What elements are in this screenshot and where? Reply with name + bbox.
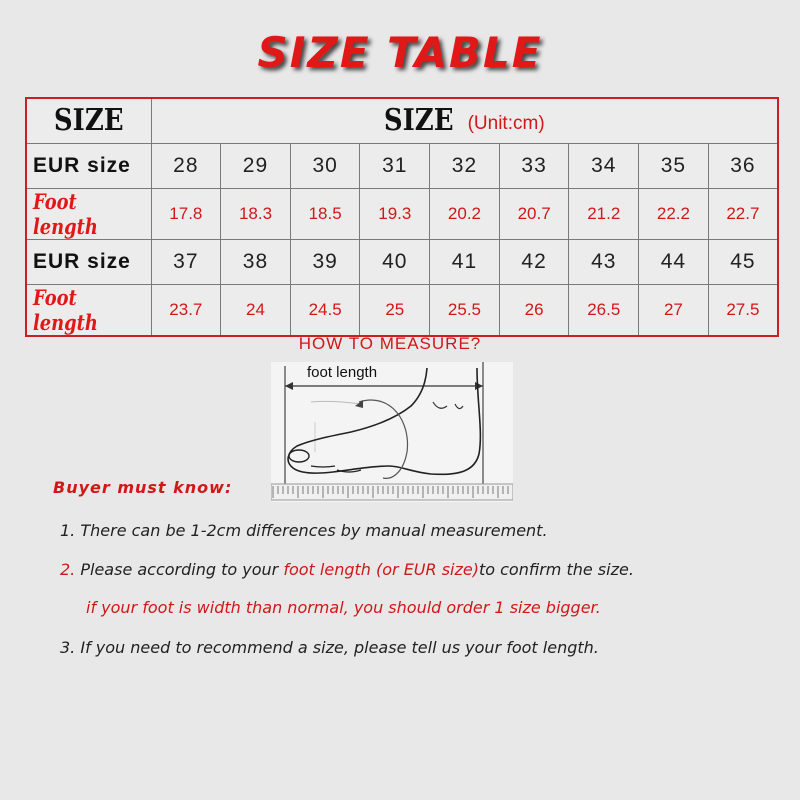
foot-label-cell [26, 189, 151, 240]
foot-value: 25.5 [447, 300, 481, 319]
eur-cell [221, 144, 291, 189]
foot-cell [639, 285, 709, 337]
eur-cell [360, 240, 430, 285]
foot-length-label: Foot length [33, 285, 98, 335]
buyer-must-know-heading: Buyer must know: [53, 478, 233, 497]
header-size-title: SIZE [383, 103, 454, 139]
page-title: SIZE TABLE [257, 28, 543, 77]
eur-value: 45 [730, 250, 756, 273]
foot-value: 22.7 [726, 204, 760, 223]
foot-cell [569, 285, 639, 337]
note-2-text-b: to confirm the size. [478, 560, 634, 579]
note-2-text-a: Please according to your [80, 560, 279, 579]
eur-value: 37 [173, 250, 199, 273]
eur-value: 40 [382, 250, 408, 273]
header-left-cell [26, 98, 151, 144]
eur-cell [221, 240, 291, 285]
eur-cell [360, 144, 430, 189]
foot-cell [290, 189, 360, 240]
header-size-label: SIZE [53, 103, 124, 139]
foot-cell [569, 189, 639, 240]
eur-cell [569, 144, 639, 189]
foot-measure-diagram [271, 362, 513, 502]
eur-value: 30 [312, 154, 338, 177]
unit-label: (Unit:cm) [467, 113, 545, 134]
foot-label-cell [26, 285, 151, 337]
eur-cell [430, 144, 500, 189]
note-2-sub: if your foot is width than normal, you should order 1 size bigger. [86, 598, 601, 617]
eur-value: 38 [242, 250, 269, 273]
eur-cell [708, 240, 778, 285]
foot-cell [290, 285, 360, 337]
foot-cell [360, 285, 430, 337]
foot-cell [430, 189, 500, 240]
foot-value: 27.5 [726, 300, 760, 319]
eur-value: 42 [521, 250, 547, 273]
foot-cell [151, 285, 221, 337]
foot-value: 19.3 [378, 204, 412, 223]
foot-value: 27 [663, 300, 683, 319]
eur-cell [708, 144, 778, 189]
foot-cell [708, 285, 778, 337]
eur-cell [151, 240, 221, 285]
eur-row-1 [26, 144, 778, 189]
foot-value: 26.5 [587, 300, 621, 319]
eur-value: 39 [312, 250, 338, 273]
note-2 [60, 560, 634, 579]
foot-value: 17.8 [169, 204, 203, 223]
eur-cell [151, 144, 221, 189]
eur-label-cell [26, 240, 151, 285]
eur-value: 34 [591, 154, 617, 177]
foot-value: 22.2 [656, 204, 690, 223]
eur-value: 28 [173, 154, 199, 177]
foot-cell [639, 189, 709, 240]
eur-value: 33 [521, 154, 547, 177]
foot-cell [221, 189, 291, 240]
eur-cell [639, 144, 709, 189]
eur-cell [569, 240, 639, 285]
eur-cell [430, 240, 500, 285]
foot-cell [221, 285, 291, 337]
foot-length-caption: foot length [307, 364, 378, 381]
note-3: 3. If you need to recommend a size, please tell us your foot length. [60, 638, 599, 657]
foot-value: 24.5 [308, 300, 342, 319]
eur-cell [499, 240, 569, 285]
eur-value: 41 [451, 250, 478, 273]
eur-cell [290, 144, 360, 189]
foot-value: 18.5 [308, 204, 342, 223]
eur-value: 44 [660, 250, 687, 273]
eur-cell [639, 240, 709, 285]
table-header-row [26, 98, 778, 144]
foot-row-2 [26, 285, 778, 337]
eur-value: 32 [451, 154, 478, 177]
foot-length-label: Foot length [33, 189, 98, 239]
foot-value: 18.3 [238, 204, 273, 223]
eur-size-label: EUR size [33, 250, 131, 273]
foot-cell [151, 189, 221, 240]
foot-value: 25 [385, 300, 405, 319]
eur-value: 29 [242, 154, 269, 177]
foot-cell [499, 189, 569, 240]
how-to-measure-heading: HOW TO MEASURE? [298, 334, 482, 353]
foot-value: 26 [524, 300, 544, 319]
eur-row-2 [26, 240, 778, 285]
note-1: 1. There can be 1-2cm differences by manual measurement. [60, 521, 548, 540]
foot-cell [360, 189, 430, 240]
foot-row-1 [26, 189, 778, 240]
note-2-number: 2. [60, 560, 76, 579]
header-main-cell [151, 98, 778, 144]
eur-size-label: EUR size [33, 154, 131, 177]
foot-cell [430, 285, 500, 337]
foot-cell [499, 285, 569, 337]
size-table [25, 97, 779, 337]
foot-illustration [271, 362, 513, 502]
eur-label-cell [26, 144, 151, 189]
foot-value: 24 [246, 300, 265, 319]
eur-value: 31 [382, 154, 408, 177]
eur-value: 36 [730, 154, 756, 177]
eur-cell [499, 144, 569, 189]
foot-value: 23.7 [169, 300, 203, 319]
note-2-highlight: foot length (or EUR size) [283, 560, 479, 579]
eur-cell [290, 240, 360, 285]
foot-value: 20.7 [517, 204, 551, 223]
eur-value: 35 [660, 154, 687, 177]
foot-cell [708, 189, 778, 240]
foot-value: 21.2 [587, 204, 621, 223]
eur-value: 43 [591, 250, 617, 273]
foot-value: 20.2 [447, 204, 481, 223]
